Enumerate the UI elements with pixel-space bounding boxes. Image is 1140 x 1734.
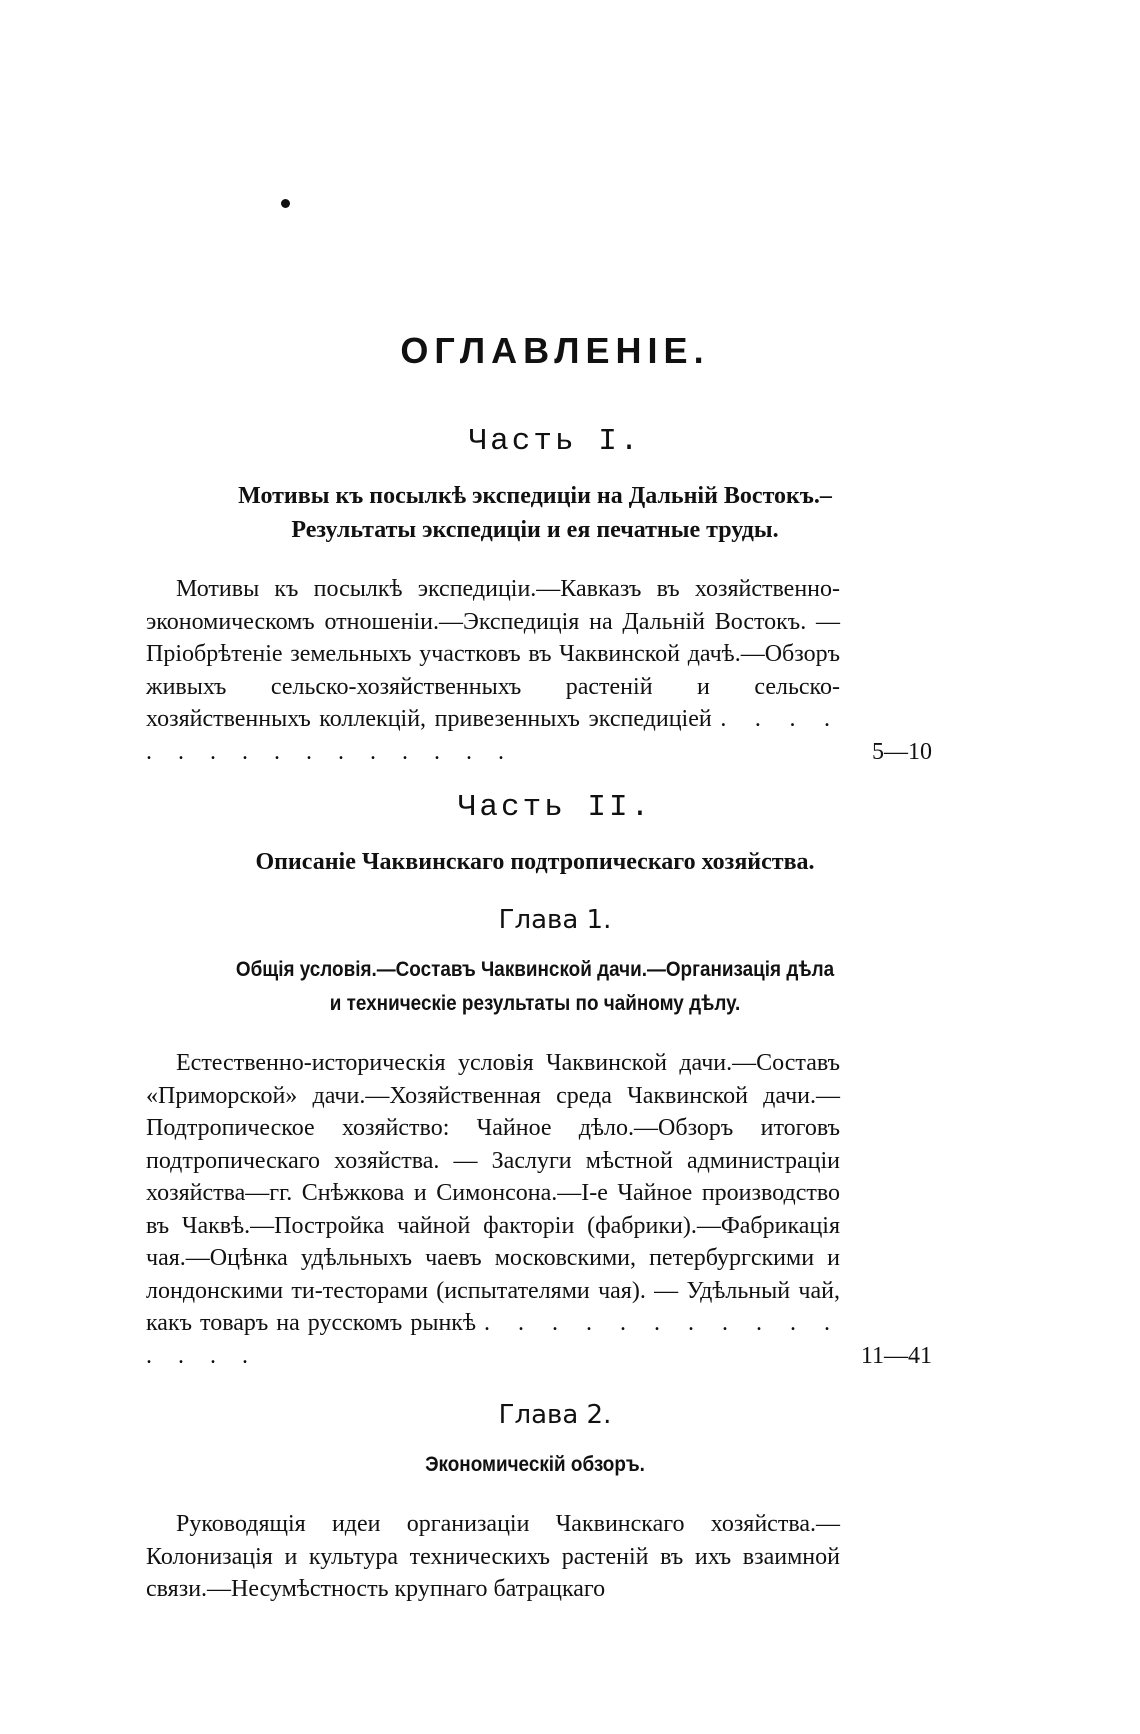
part-2-title: Часть II. <box>457 790 653 825</box>
toc-title: ОГЛАВЛЕНIЕ. <box>400 330 710 371</box>
chapter-2-title: Глава 2. <box>498 1400 612 1430</box>
chapter-2-heading <box>180 1448 891 1482</box>
table-of-contents <box>140 330 930 1606</box>
part-1-heading <box>140 479 930 547</box>
part-1-entry-leaders: . . . . . . . . . . . . . . . . <box>146 706 841 765</box>
part-1-heading-line-2: Результаты экспедицiи и ея печатные труды. <box>291 517 779 543</box>
chapter-2-heading-line-1: Экономическiй обзоръ. <box>425 1453 645 1476</box>
part-1-entry-text: Мотивы къ посылкѣ экспедицiи.—Кавказъ въ хозяйственно-экономическомъ отношенiи.—Экспедицiя на Дальнiй Востокъ. — Прiобрѣтенiе земельныхъ участковъ въ Чаквинской дачѣ.—Обзоръ живыхъ сельско-хозяйственныхъ растенiй и сельско-хозяйственныхъ коллекцiй, привезенныхъ экспедицiей <box>146 576 840 732</box>
ink-dot <box>281 199 290 208</box>
chapter-1-heading-line-1: Общiя условiя.—Составъ Чаквинской дачи.—Организацiя дѣла <box>235 958 835 981</box>
chapter-1-entry-pages: 11—41 <box>860 1342 932 1369</box>
part-1-entry-pages: 5—10 <box>872 738 932 765</box>
part-1-entry <box>140 573 932 768</box>
chapter-1-entry-leaders: . . . . . . . . . . . . . . . <box>146 1310 840 1369</box>
part-1-title: Часть I. <box>468 424 642 459</box>
chapter-2-entry-text: Руководящiя идеи организацiи Чаквинскаго хозяйства.—Колонизацiя и культура техническихъ растенiй въ ихъ взаимной связи.—Несумѣстность крупнаго батрацкаго <box>146 1511 840 1602</box>
chapter-1-title: Глава 1. <box>498 905 612 935</box>
chapter-2-entry <box>140 1508 840 1606</box>
part-2-heading-line-1: Описанiе Чаквинскаго подтропическаго хозяйства. <box>255 849 815 875</box>
chapter-1-entry <box>140 1047 932 1372</box>
part-2-heading <box>140 845 930 879</box>
chapter-1-heading <box>180 953 891 1021</box>
chapter-1-heading-line-2: и техническiе результаты по чайному дѣлу. <box>329 992 741 1015</box>
part-1-heading-line-1: Мотивы къ посылкѣ экспедицiи на Дальнiй Востокъ.– <box>238 483 832 509</box>
chapter-1-entry-text: Естественно-историческiя условiя Чаквинской дачи.—Составъ «Приморской» дачи.—Хозяйственная среда Чаквинской дачи.—Подтропическое хозяйство: Чайное дѣло.—Обзоръ итоговъ подтропическаго хозяйства. — Заслуги мѣстной администрацiи хозяйства—гг. Снѣжкова и Симонсона.—I-е Чайное производство въ Чаквѣ.—Постройка чайной факторiи (фабрики).—Фабрикацiя чая.—Оцѣнка удѣльныхъ чаевъ московскими, петербургскими и лондонскими ти-тесторами (испытателями чая). — Удѣльный чай, какъ товаръ на русскомъ рынкѣ <box>146 1050 840 1336</box>
